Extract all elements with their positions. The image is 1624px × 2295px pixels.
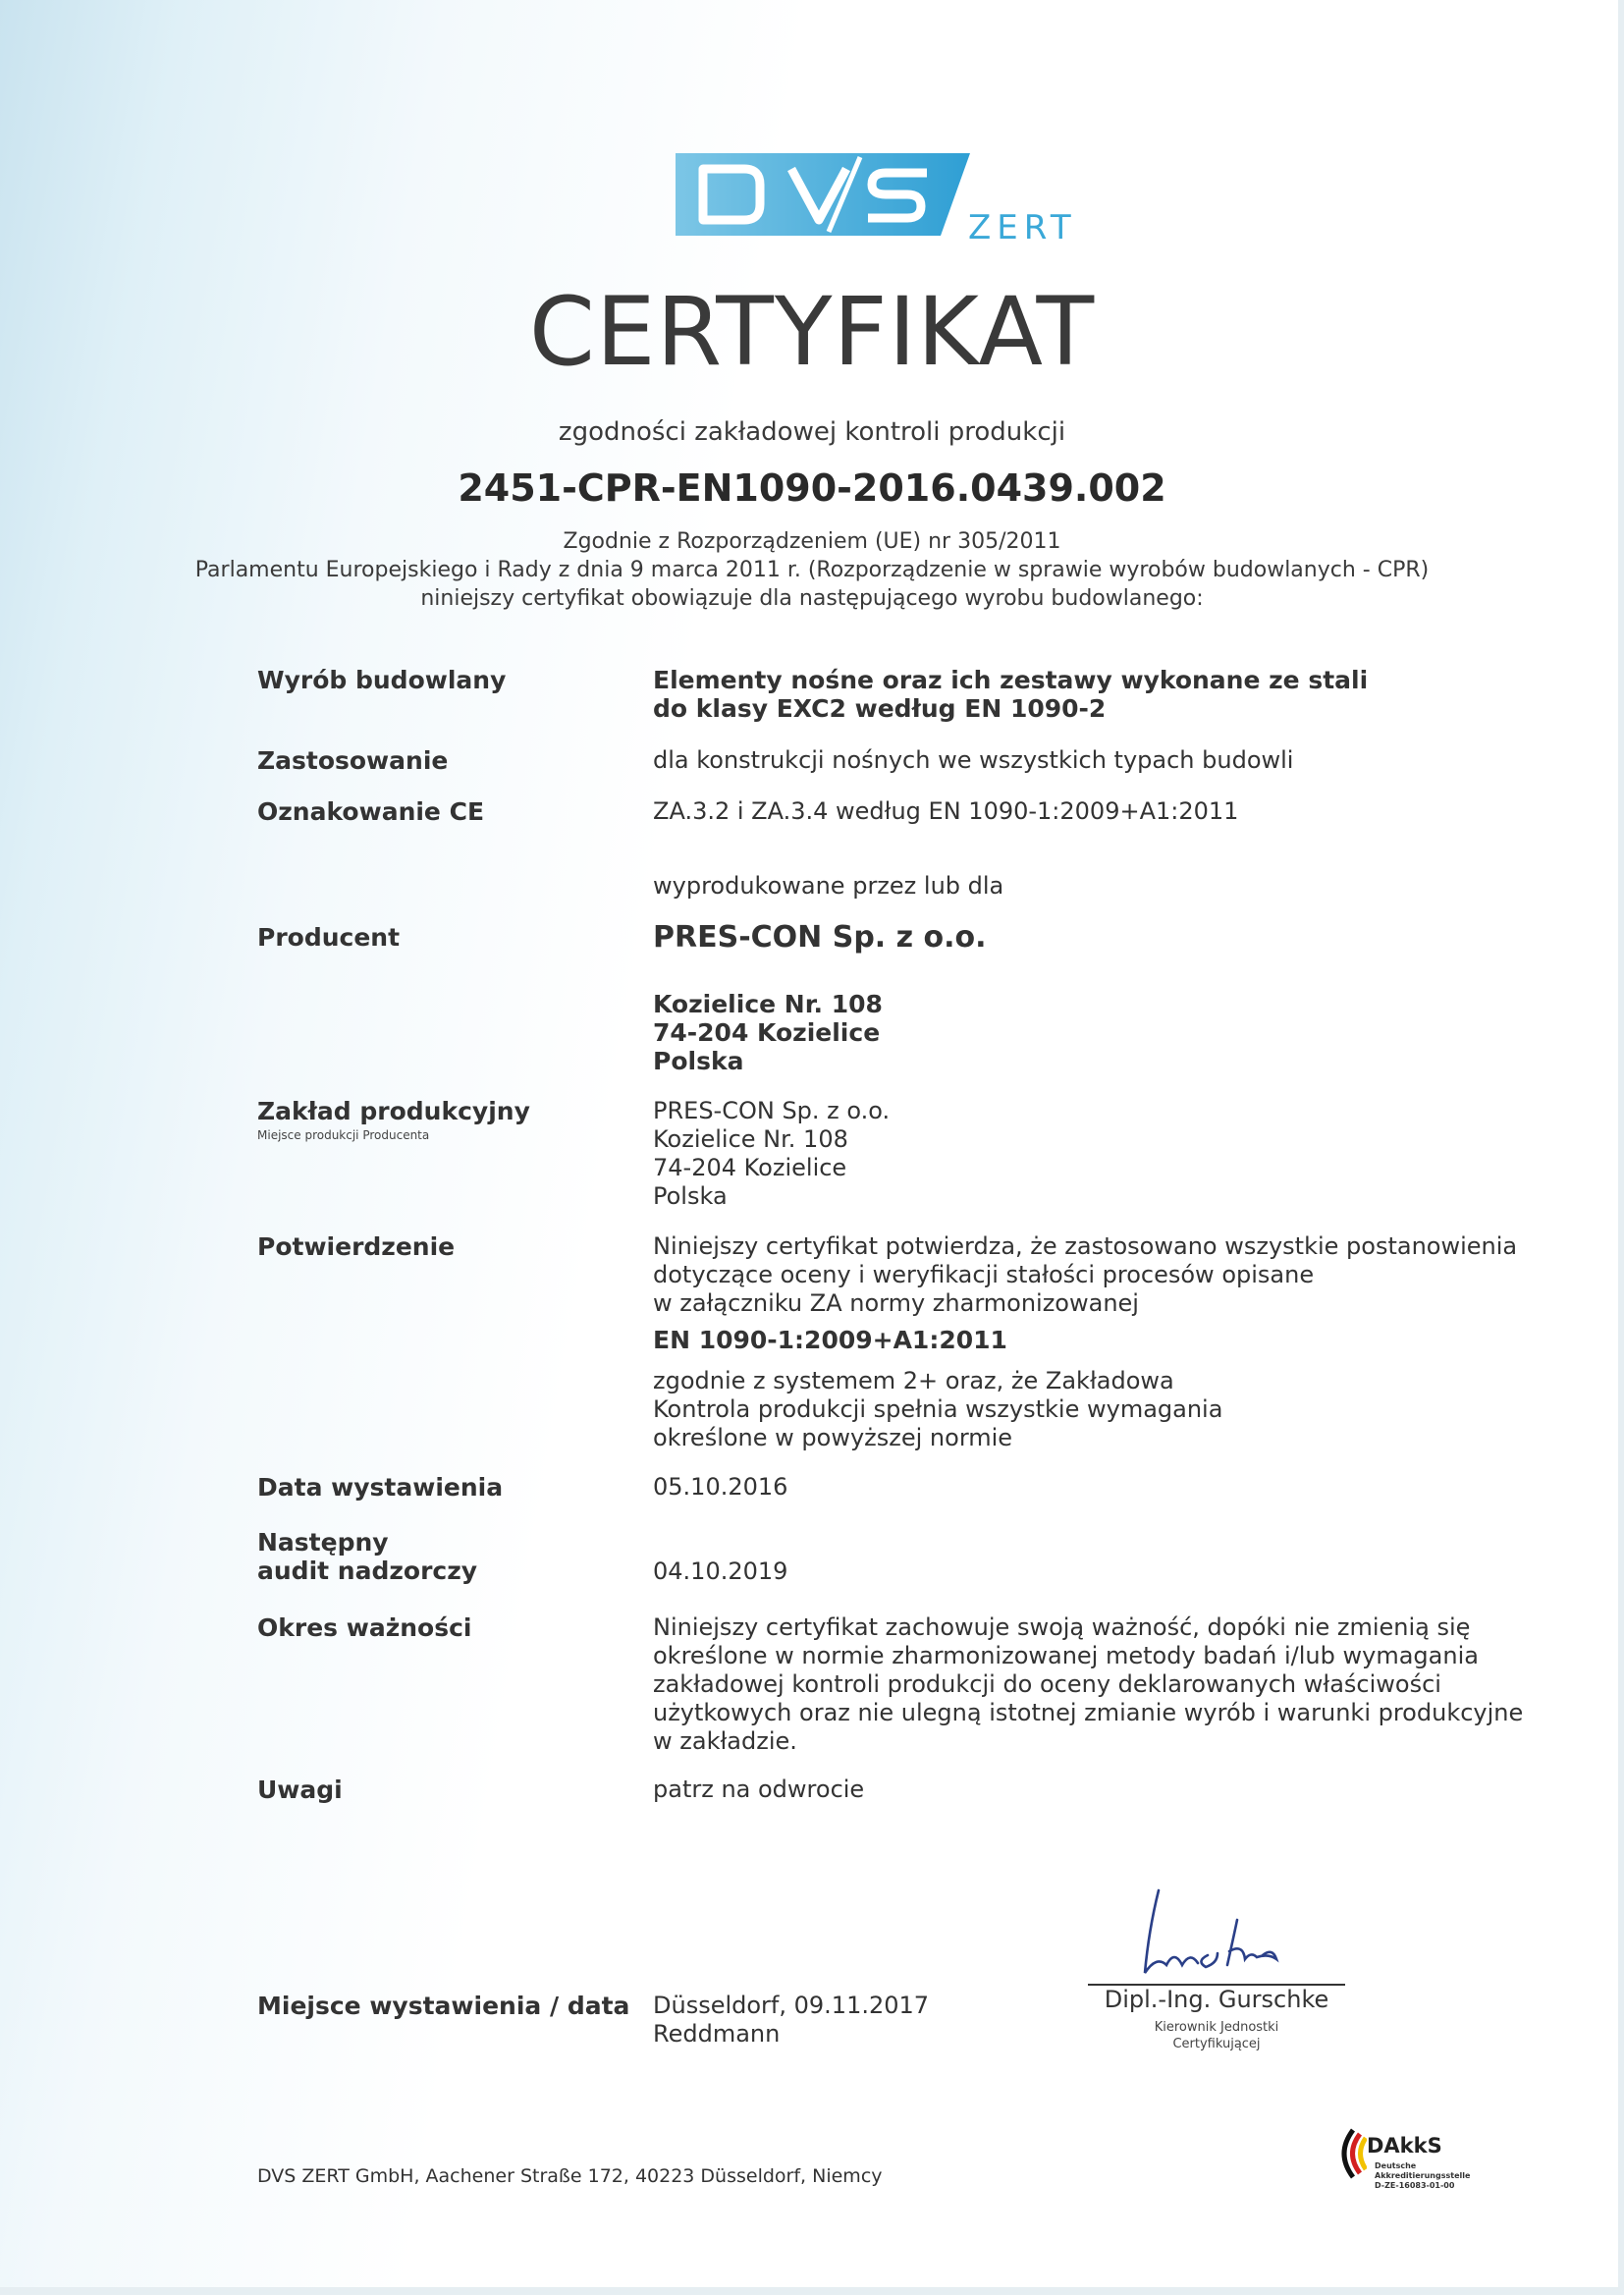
dakks-flag-icon (1327, 2124, 1367, 2183)
validity-line: Niniejszy certyfikat zachowuje swoją ważność, dopóki nie zmienią się (653, 1613, 1471, 1641)
dakks-sub-line: Deutsche (1375, 2161, 1417, 2170)
manufactured-by-text: wyprodukowane przez lub dla (653, 872, 1004, 900)
product-label: Wyrób budowlany (257, 666, 507, 694)
footer-address: DVS ZERT GmbH, Aachener Straße 172, 40223 Düsseldorf, Niemcy (257, 2165, 883, 2187)
product-value (653, 666, 1368, 723)
document-title: CERTYFIKAT (528, 277, 1096, 387)
plant-line: Polska (653, 1182, 728, 1210)
place-date-line: Reddmann (653, 2020, 781, 2048)
certificate-number: 2451-CPR-EN1090-2016.0439.002 (458, 466, 1166, 510)
next-audit-label-line: audit nadzorczy (257, 1557, 478, 1585)
confirmation-text (653, 1232, 1517, 1318)
confirmation-line: określone w powyższej normie (653, 1424, 1013, 1451)
confirmation-line: Niniejszy certyfikat potwierdza, że zastosowano wszystkie postanowienia (653, 1232, 1518, 1260)
signatory-name: Dipl.-Ing. Gurschke (1104, 1986, 1329, 2013)
remarks-value: patrz na odwrocie (653, 1776, 865, 1803)
signatory-role-line: Certyfikującej (1172, 2037, 1261, 2051)
validity-line: zakładowej kontroli produkcji do oceny deklarowanych właściwości (653, 1670, 1441, 1698)
validity-line: w zakładzie. (653, 1727, 797, 1755)
producer-address (653, 990, 883, 1075)
producer-address-line: Polska (653, 1047, 744, 1075)
confirmation-line: dotyczące oceny i weryfikacji stałości procesów opisane (653, 1261, 1315, 1288)
dakks-sub-line: D-ZE-16083-01-00 (1375, 2181, 1455, 2190)
next-audit-label-line: Następny (257, 1528, 389, 1557)
confirmation-line: Kontrola produkcji spełnia wszystkie wymagania (653, 1395, 1223, 1423)
intro-line: Parlamentu Europejskiego i Rady z dnia 9 marca 2011 r. (Rozporządzenie w sprawie wyrobów budowlanych - CPR) (194, 558, 1430, 582)
plant-sublabel: Miejsce produkcji Producenta (257, 1128, 430, 1142)
producer-address-line: 74-204 Kozielice (653, 1018, 881, 1047)
dakks-sub-line: Akkreditierungsstelle (1375, 2171, 1471, 2180)
producer-name: PRES-CON Sp. z o.o. (653, 920, 987, 955)
validity-text (653, 1613, 1523, 1756)
plant-line: PRES-CON Sp. z o.o. (653, 1097, 891, 1124)
intro-line: Zgodnie z Rozporządzeniem (UE) nr 305/2011 (563, 529, 1061, 554)
validity-line: użytkowych oraz nie ulegną istotnej zmianie wyrób i warunki produkcyjne (653, 1699, 1524, 1726)
dvs-zert-logo (676, 147, 1088, 246)
ce-marking-value: ZA.3.2 i ZA.3.4 według EN 1090-1:2009+A1:2011 (653, 797, 1239, 825)
confirmation-text-2 (653, 1367, 1222, 1452)
place-date-value (653, 1992, 929, 2049)
dvs-logo-mark (676, 147, 970, 241)
confirmation-label: Potwierdzenie (257, 1232, 456, 1261)
intro-text (0, 527, 1624, 613)
validity-label: Okres ważności (257, 1613, 472, 1642)
validity-line: określone w normie zharmonizowanej metody badań i/lub wymagania (653, 1642, 1479, 1669)
product-line: do klasy EXC2 według EN 1090-2 (653, 694, 1107, 723)
plant-line: Kozielice Nr. 108 (653, 1125, 848, 1153)
place-date-line: Düsseldorf, 09.11.2017 (653, 1992, 930, 2019)
product-line: Elementy nośne oraz ich zestawy wykonane ze stali (653, 666, 1369, 694)
dakks-logo (1327, 2116, 1524, 2214)
issue-date-label: Data wystawienia (257, 1473, 504, 1502)
handwritten-signature (1080, 1871, 1355, 1989)
ce-marking-label: Oznakowanie CE (257, 797, 485, 826)
producer-address-line: Kozielice Nr. 108 (653, 990, 883, 1018)
plant-label: Zakład produkcyjny (257, 1097, 530, 1125)
confirmation-line: w załączniku ZA normy zharmonizowanej (653, 1289, 1139, 1317)
document-subtitle: zgodności zakładowej kontroli produkcji (558, 417, 1066, 447)
application-value: dla konstrukcji nośnych we wszystkich typach budowli (653, 746, 1294, 774)
confirmation-line: zgodnie z systemem 2+ oraz, że Zakładowa (653, 1367, 1174, 1394)
plant-line: 74-204 Kozielice (653, 1154, 847, 1181)
next-audit-value: 04.10.2019 (653, 1557, 788, 1585)
place-date-label: Miejsce wystawienia / data (257, 1992, 630, 2020)
producer-label: Producent (257, 923, 401, 952)
signatory-role-line: Kierownik Jednostki (1154, 2020, 1279, 2035)
signatory-role (1088, 2019, 1345, 2052)
plant-value (653, 1097, 890, 1211)
intro-line: niniejszy certyfikat obowiązuje dla następującego wyrobu budowlanego: (420, 586, 1204, 611)
confirmation-standard: EN 1090-1:2009+A1:2011 (653, 1326, 1007, 1354)
dakks-subtext (1375, 2161, 1470, 2191)
issue-date-value: 05.10.2016 (653, 1473, 788, 1501)
scan-edge-bottom (0, 2287, 1624, 2295)
next-audit-label (257, 1528, 477, 1585)
remarks-label: Uwagi (257, 1776, 343, 1804)
application-label: Zastosowanie (257, 746, 449, 775)
zert-wordmark: ZERT (968, 208, 1077, 247)
dakks-name: DAkkS (1367, 2134, 1442, 2158)
